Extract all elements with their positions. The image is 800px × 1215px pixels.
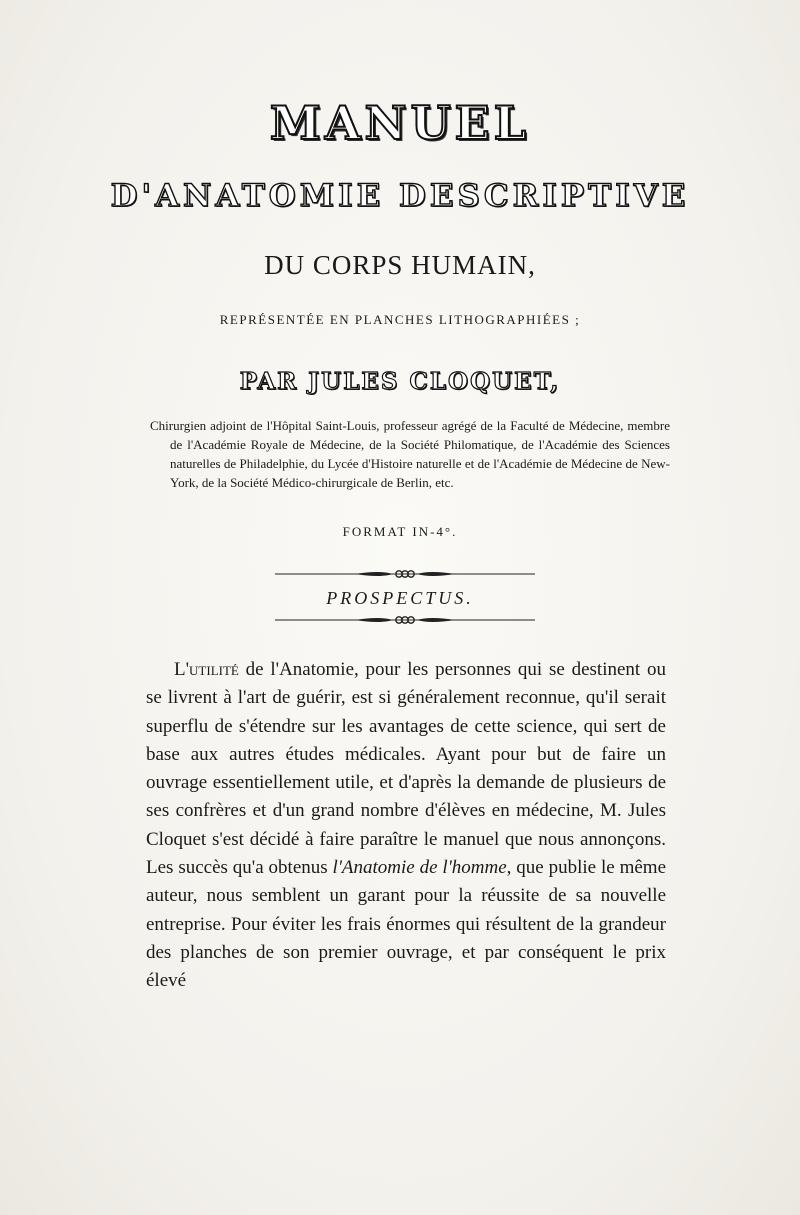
prospectus-body [146, 656, 666, 996]
title-corps-humain: DU CORPS HUMAIN, [264, 250, 536, 280]
ornamental-rule-bottom [275, 612, 535, 628]
author-credentials: Chirurgien adjoint de l'Hôpital Saint-Louis, professeur agrégé de la Faculté de Médecine, membre de l'Académie Royale de Médecine, de la Société Philomatique, de l'Académie des Sciences naturelles de Philadelphie, du Lycée d'Histoire naturelle et de l'Académie de Médecine de New-York, de la Société Médico-chirurgicale de Berlin, etc. [150, 418, 670, 490]
title-manuel: MANUEL [269, 96, 531, 150]
ornamental-rule-top [275, 566, 535, 582]
body-part-2: , que publie le même auteur, nous semblent un garant pour la réussite de sa nouvelle entreprise. Pour éviter les frais énormes qui résultent de la grandeur des planches de son premier ouvrage, et par conséquent le prix élevé [146, 857, 667, 992]
body-italic-title: l'Anatomie de l'homme [332, 857, 507, 879]
format-line: FORMAT IN-4°. [342, 524, 458, 539]
prospectus-heading: PROSPECTUS. [326, 588, 474, 608]
body-part-1: de l'Anatomie, pour les personnes qui se destinent ou se livrent à l'art de guérir, est si généralement reconnue, qu'il serait superflu de s'étendre sur les avantages de cette science, qui sert de base aux autres études médicales. Ayant pour but de faire un ouvrage essentiellement utile, et d'après la demande de plusieurs de ses confrères et d'un grand nombre d'élèves en médecine, M. Jules Cloquet s'est décidé à faire paraître le manuel que nous annonçons. Les succès qu'a obtenus [146, 659, 666, 879]
author-line: PAR JULES CLOQUET, [239, 368, 561, 395]
title-anatomie-descriptive: D'ANATOMIE DESCRIPTIVE [110, 178, 690, 214]
body-lead: L'utilité [174, 659, 239, 680]
subtitle-planches: REPRÉSENTÉE EN PLANCHES LITHOGRAPHIÉES ; [219, 312, 581, 327]
